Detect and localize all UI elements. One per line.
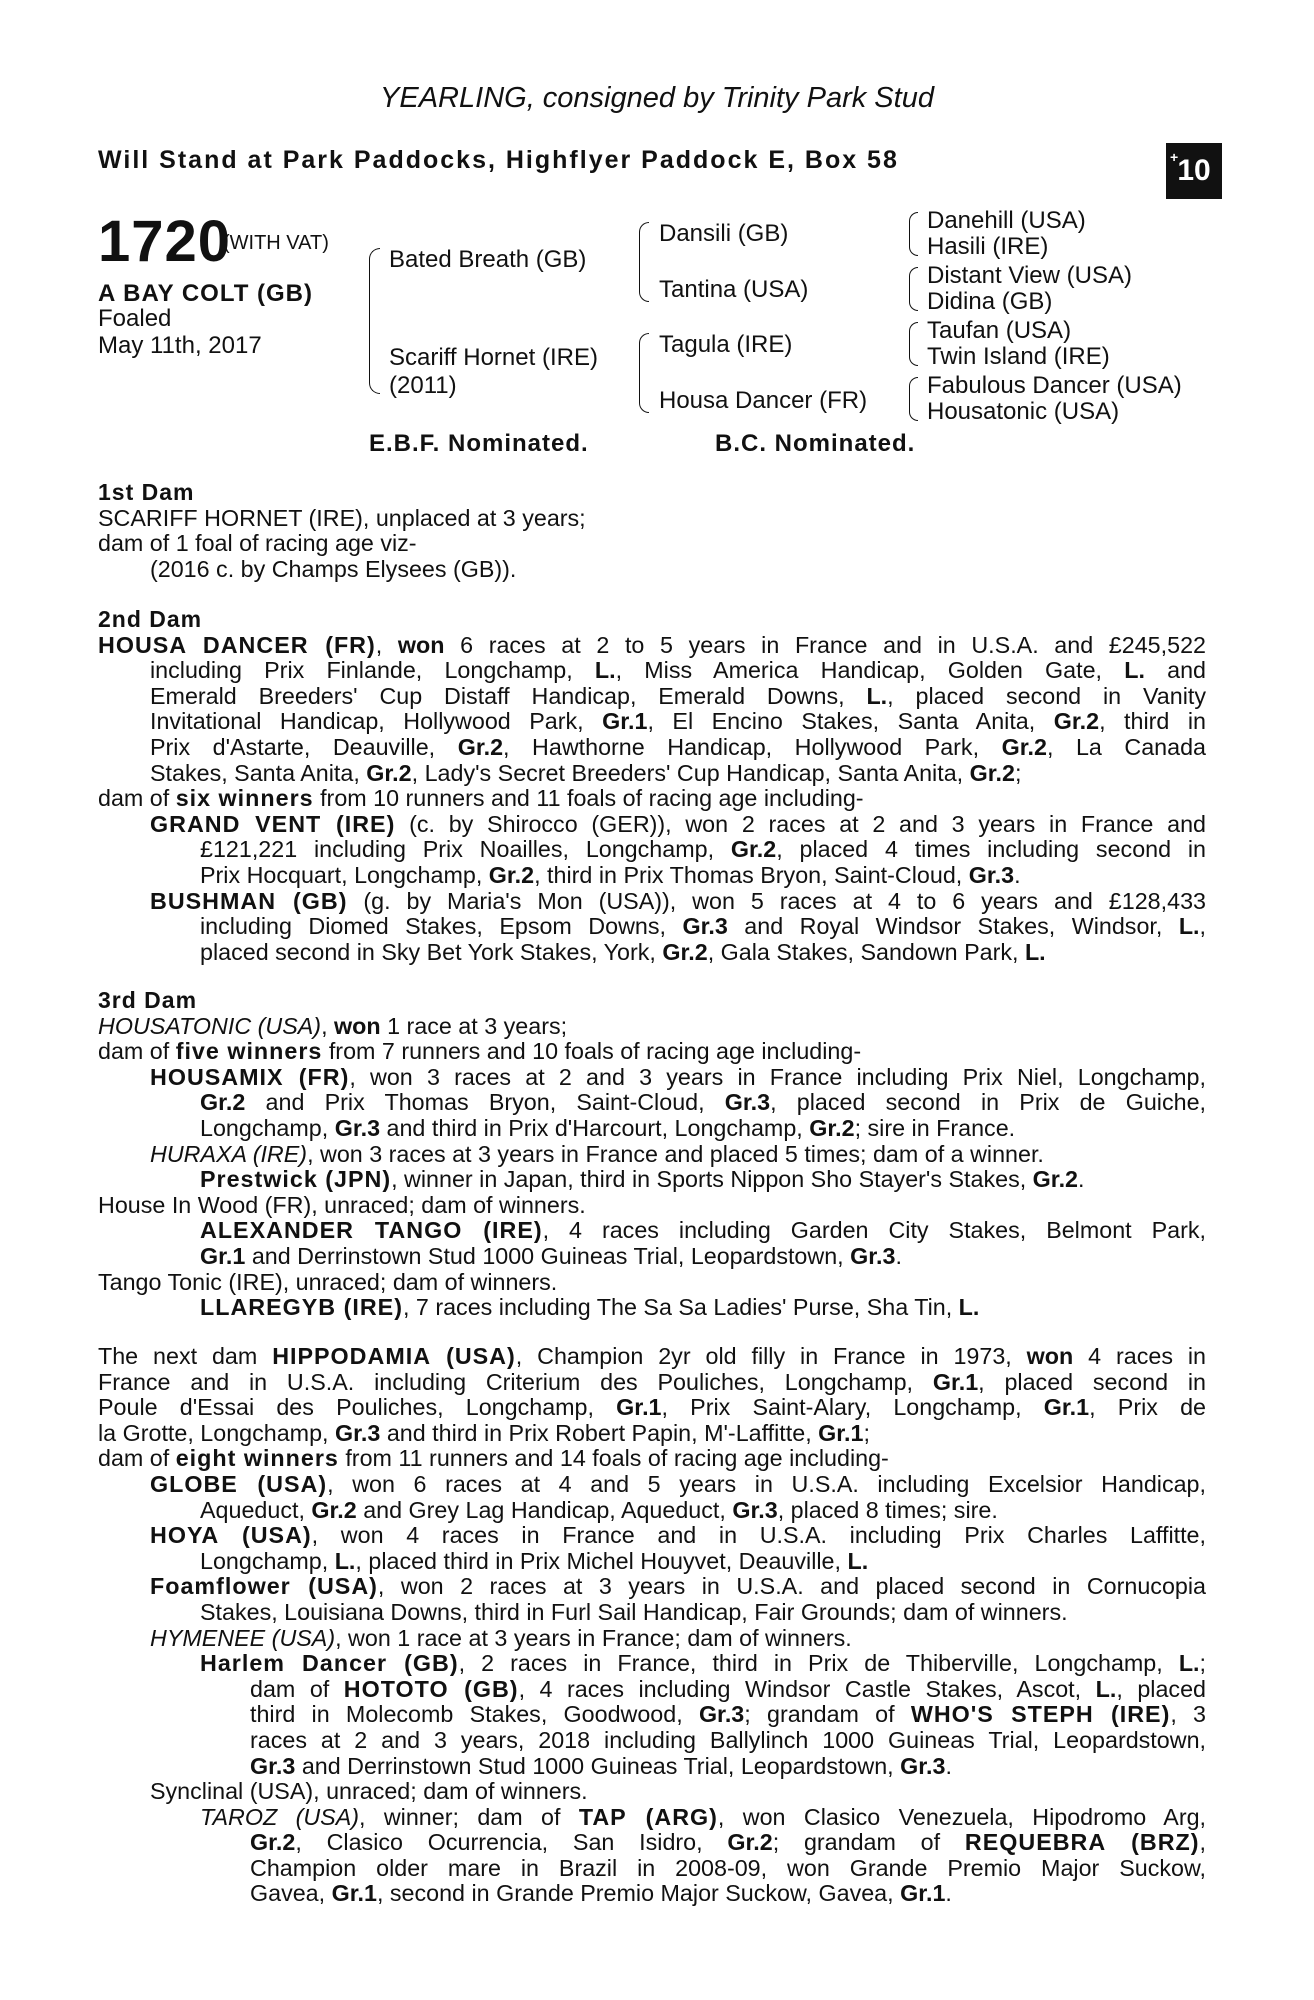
text-run: and Royal Windsor Stakes, Windsor, [727, 913, 1179, 940]
text-run: , placed 8 times; sire. [777, 1496, 998, 1523]
text-run: , won 2 races at 3 years in U.S.A. and placed second in Cornucopia [377, 1573, 1206, 1600]
text-run: ; [863, 1419, 870, 1446]
text-run: dam of [250, 1675, 344, 1702]
text-run: , won 3 races at 2 and 3 years in France including Prix Niel, Longchamp, [349, 1063, 1206, 1090]
pedigree-text-line [98, 1295, 1206, 1321]
text-run: ; [1199, 1650, 1207, 1677]
text-run: , Prix de [1089, 1394, 1207, 1421]
text-run: from 11 runners and 14 foals of racing age including- [338, 1445, 889, 1472]
pedigree-text-line [98, 1574, 1206, 1600]
horse-name: LLAREGYB (IRE) [200, 1294, 403, 1321]
stand-location: Will Stand at Park Paddocks, Highflyer Paddock E, Box 58 [98, 146, 899, 174]
pedigree-text-line [98, 1754, 1206, 1780]
emphasis: Gr.2 [200, 1089, 246, 1116]
emphasis: L. [1178, 913, 1200, 940]
emphasis: Gr.3 [334, 1114, 381, 1141]
next-dam-lines [98, 1344, 1206, 1907]
emphasis: L. [847, 1547, 869, 1574]
emphasis: Gr.2 [366, 759, 412, 786]
pedigree-text-line [98, 1344, 1206, 1370]
pedigree-text-line [98, 709, 1206, 735]
g-brace-3 [909, 322, 918, 366]
horse-name: Foamflower (USA) [150, 1573, 378, 1600]
text-run: France and in U.S.A. including Criterium des Pouliches, Longchamp, [98, 1368, 933, 1395]
text-run: Gavea, [250, 1880, 332, 1907]
foaled-date: May 11th, 2017 [98, 332, 262, 359]
text-run: . [895, 1242, 902, 1269]
text-run: 6 races at 2 to 5 years in France and in U.S.A. and £245,522 [444, 631, 1206, 658]
pedigree-text-line [98, 1626, 1206, 1652]
text-run: , La Canada [1046, 733, 1206, 760]
horse-name: ALEXANDER TANGO (IRE) [200, 1217, 543, 1244]
text-run: 1 race at 3 years; [380, 1012, 568, 1039]
text-run: Longchamp, [200, 1114, 335, 1141]
emphasis: L. [594, 657, 616, 684]
text-run: Synclinal (USA), unraced; dam of winners. [150, 1778, 588, 1805]
pedigree-text-line [98, 1116, 1206, 1142]
text-run: , El Encino Stakes, Santa Anita, [647, 708, 1054, 735]
emphasis: L. [1024, 938, 1046, 965]
text-run: and [1144, 657, 1206, 684]
third-dam-lines [98, 1014, 1206, 1321]
sire: Bated Breath (GB) [389, 246, 587, 273]
pedigree-text-line [98, 1446, 1206, 1472]
text-run: Prix d'Astarte, Deauville, [150, 733, 458, 760]
text-run: , Lady's Secret Breeders' Cup Handicap, Santa Anita, [411, 759, 970, 786]
dam-sire: Tagula (IRE) [659, 331, 793, 358]
text-run: , Gala Stakes, Sandown Park, [707, 938, 1025, 965]
emphasis: Gr.2 [730, 836, 777, 863]
third-dam-section [98, 988, 1206, 1321]
text-run: and Prix Thomas Bryon, Saint-Cloud, [245, 1089, 725, 1116]
pedigree-text-line [98, 1805, 1206, 1831]
emphasis: L. [866, 682, 888, 709]
text-run: The next dam [98, 1343, 273, 1369]
text-run: . [945, 1880, 952, 1907]
bc-nomination: B.C. Nominated. [715, 430, 916, 457]
foaled-info [98, 305, 262, 359]
text-run: , placed second in Vanity [887, 682, 1206, 709]
emphasis: Gr.3 [900, 1752, 946, 1779]
dam-year: (2011) [389, 372, 457, 399]
emphasis: won [334, 1012, 381, 1039]
pedigree-text-line [98, 684, 1206, 710]
pedigree-text-line [98, 1498, 1206, 1524]
pedigree-text-line [98, 1549, 1206, 1575]
grandsire-3: Taufan (USA) [927, 317, 1072, 344]
text-run: including Prix Finlande, Longchamp, [150, 657, 595, 684]
emphasis: Gr.1 [331, 1880, 377, 1907]
text-run: (g. by Maria's Mon (USA)), won 5 races at 4 to 6 years and £128,433 [347, 887, 1206, 914]
pedigree-text-line [98, 1702, 1206, 1728]
text-run: , third in [1099, 708, 1206, 735]
horse-name: HOUSA DANCER (FR) [98, 631, 376, 658]
text-run: from 7 runners and 10 foals of racing age including- [322, 1038, 862, 1065]
text-run: , Prix Saint-Alary, Longchamp, [661, 1394, 1044, 1421]
text-run: , 2 races in France, third in Prix de Thiberville, Longchamp, [458, 1650, 1179, 1677]
grandsire-2: Distant View (USA) [927, 262, 1132, 289]
granddam-4: Housatonic (USA) [927, 398, 1120, 425]
text-run: la Grotte, Longchamp, [98, 1419, 335, 1446]
text-run: . [1078, 1166, 1085, 1193]
pedigree-text-line [98, 1651, 1206, 1677]
emphasis: Gr.1 [200, 1242, 246, 1269]
pedigree-text-line [98, 761, 1206, 787]
lot-badge [1166, 143, 1222, 199]
horse-name: HOUSAMIX (FR) [150, 1063, 350, 1090]
emphasis: Gr.1 [900, 1880, 946, 1907]
pedigree-text-line [98, 1244, 1206, 1270]
granddam-2: Didina (GB) [927, 288, 1053, 315]
dam-name: HOUSATONIC (USA) [98, 1012, 322, 1039]
emphasis: L. [1095, 1675, 1117, 1702]
dam-dam: Housa Dancer (FR) [659, 387, 868, 414]
text-run: and Grey Lag Handicap, Aqueduct, [356, 1496, 733, 1523]
emphasis: Gr.2 [250, 1829, 296, 1856]
grandsire-4: Fabulous Dancer (USA) [927, 372, 1182, 399]
dam-name: HURAXA (IRE) [150, 1140, 308, 1167]
emphasis: Gr.3 [724, 1089, 771, 1116]
pedigree-text-line [98, 1728, 1206, 1754]
emphasis: won [1026, 1343, 1074, 1369]
emphasis: Gr.3 [968, 861, 1015, 888]
pedigree-text-line [98, 1142, 1206, 1168]
pedigree-text-line [98, 658, 1206, 684]
pedigree-text-line [98, 863, 1206, 889]
horse-name: six winners [175, 785, 314, 812]
first-dam-line: SCARIFF HORNET (IRE), unplaced at 3 years; [98, 504, 586, 531]
first-dam-line: (2016 c. by Champs Elysees (GB)). [150, 555, 517, 582]
emphasis: Gr.2 [809, 1114, 855, 1141]
emphasis: Gr.2 [969, 759, 1015, 786]
pedigree-text-line [98, 1065, 1206, 1091]
pedigree-text-line [98, 1167, 1206, 1193]
text-run: , Miss America Handicap, Golden Gate, [615, 657, 1125, 684]
horse-name: HOYA (USA) [150, 1522, 312, 1549]
emphasis: L. [1124, 657, 1145, 684]
text-run: , placed second in [978, 1368, 1206, 1395]
text-run: , placed second in Prix de Guiche, [770, 1089, 1206, 1116]
emphasis: Gr.1 [616, 1394, 662, 1421]
granddam-3: Twin Island (IRE) [927, 343, 1110, 370]
text-run: Aqueduct, [200, 1496, 312, 1523]
text-run: , 4 races including Garden City Stakes, Belmont Park, [542, 1217, 1206, 1244]
pedigree-text-line [98, 1014, 1206, 1040]
emphasis: Gr.3 [698, 1701, 745, 1728]
emphasis: Gr.1 [1043, 1394, 1090, 1421]
text-run: . [945, 1752, 952, 1779]
text-run: including Diomed Stakes, Epsom Downs, [200, 913, 683, 940]
pedigree-text-line [98, 735, 1206, 761]
text-run: and third in Prix Robert Papin, M'-Laffitte, [380, 1419, 819, 1446]
text-run: dam of [98, 785, 176, 812]
text-run: , won Clasico Venezuela, Hipodromo Arg, [717, 1803, 1207, 1830]
consignor-line: YEARLING, consigned by Trinity Park Stud [380, 82, 934, 114]
pedigree-text-line [98, 812, 1206, 838]
emphasis: L. [958, 1294, 980, 1321]
text-run: , won 3 races at 3 years in France and placed 5 times; dam of a winner. [307, 1140, 1044, 1167]
text-run: , [375, 631, 398, 658]
text-run: , placed third in Prix Michel Houyvet, Deauville, [355, 1547, 848, 1574]
sire-dam: Tantina (USA) [659, 276, 809, 303]
horse-name: eight winners [175, 1445, 339, 1472]
horse-name: WHO'S STEPH (IRE) [910, 1701, 1171, 1728]
text-run: and Derrinstown Stud 1000 Guineas Trial, Leopardstown, [295, 1752, 901, 1779]
text-run: Champion older mare in Brazil in 2008-09, won Grande Premio Major Suckow, [250, 1854, 1206, 1881]
text-run: Poule d'Essai des Pouliches, Longchamp, [98, 1394, 617, 1421]
dam-name: HYMENEE (USA) [150, 1624, 336, 1651]
text-run: dam of [98, 1445, 176, 1472]
emphasis: Gr.2 [1001, 733, 1047, 760]
sire-dam-brace [369, 248, 380, 394]
text-run: , placed [1116, 1675, 1206, 1702]
text-run: , 3 [1170, 1701, 1206, 1728]
sire-parents-brace [639, 222, 649, 302]
text-run: House In Wood (FR), unraced; dam of winners. [98, 1191, 586, 1218]
pedigree-text-line [98, 837, 1206, 863]
text-run: ; sire in France. [854, 1114, 1016, 1141]
pedigree-text-line [98, 1830, 1206, 1856]
text-run: placed second in Sky Bet York Stakes, York, [200, 938, 663, 965]
text-run: ; [1014, 759, 1022, 786]
first-dam-heading: 1st Dam [98, 479, 195, 505]
badge-number: 10 [1177, 154, 1211, 187]
pedigree-text-line [98, 1090, 1206, 1116]
pedigree-text-line [98, 1370, 1206, 1396]
pedigree-text-line [98, 914, 1206, 940]
dam-parents-brace [639, 333, 649, 413]
emphasis: Gr.3 [335, 1419, 381, 1446]
text-run: Stakes, Louisiana Downs, third in Furl Sail Handicap, Fair Grounds; dam of winners. [200, 1598, 1068, 1625]
pedigree-text-line [98, 940, 1206, 966]
vat-note: (WITH VAT) [223, 232, 329, 254]
grandsire-1: Danehill (USA) [927, 207, 1086, 234]
text-run: Longchamp, [200, 1547, 335, 1574]
emphasis: Gr.1 [602, 708, 648, 735]
text-run: , 4 races including Windsor Castle Stakes, Ascot, [518, 1675, 1096, 1702]
dam: Scariff Hornet (IRE) [389, 344, 598, 371]
emphasis: L. [1178, 1650, 1200, 1677]
pedigree-text-line [98, 1395, 1206, 1421]
pedigree-text-line [98, 1270, 1206, 1296]
g-brace-1 [909, 212, 918, 256]
text-run: , [1199, 913, 1207, 940]
emphasis: Gr.1 [818, 1419, 864, 1446]
text-run: Prix Hocquart, Longchamp, [200, 861, 489, 888]
text-run: ; grandam of [772, 1829, 965, 1856]
emphasis: Gr.3 [682, 913, 728, 940]
text-run: . [1014, 861, 1021, 888]
third-dam-heading: 3rd Dam [98, 987, 198, 1013]
text-run: , 7 races including The Sa Sa Ladies' Purse, Sha Tin, [402, 1294, 959, 1321]
horse-name: Harlem Dancer (GB) [200, 1650, 459, 1677]
text-run: , won 4 races in France and in U.S.A. including Prix Charles Laffitte, [311, 1522, 1206, 1549]
horse-name: HOTOTO (GB) [343, 1675, 519, 1702]
emphasis: Gr.3 [250, 1752, 296, 1779]
text-run: and Derrinstown Stud 1000 Guineas Trial, Leopardstown, [245, 1242, 851, 1269]
emphasis: L. [334, 1547, 356, 1574]
text-run: third in Molecomb Stakes, Goodwood, [250, 1701, 699, 1728]
text-run: , won 6 races at 4 and 5 years in U.S.A. including Excelsior Handicap, [327, 1470, 1206, 1497]
text-run: , [1199, 1829, 1206, 1856]
horse-name: HIPPODAMIA (USA) [272, 1343, 516, 1369]
text-run: , won 1 race at 3 years in France; dam of winners. [335, 1624, 852, 1651]
pedigree-text-line [98, 1193, 1206, 1219]
second-dam-lines [98, 633, 1206, 966]
text-run: , winner; dam of [359, 1803, 579, 1830]
pedigree-text-line [98, 1881, 1206, 1907]
text-run: , second in Grande Premio Major Suckow, Gavea, [376, 1880, 901, 1907]
pedigree-text-line [98, 786, 1206, 812]
pedigree-text-line [98, 1421, 1206, 1447]
text-run: £121,221 including Prix Noailles, Longchamp, [200, 836, 731, 863]
text-run: Invitational Handicap, Hollywood Park, [150, 708, 603, 735]
text-run: , Hawthorne Handicap, Hollywood Park, [503, 733, 1002, 760]
text-run: (c. by Shirocco (GER)), won 2 races at 2 and 3 years in France and [395, 810, 1206, 837]
sire-sire: Dansili (GB) [659, 220, 789, 247]
text-run: , [321, 1012, 335, 1039]
emphasis: Gr.2 [1053, 708, 1100, 735]
pedigree-text-line [98, 1779, 1206, 1805]
text-run: and third in Prix d'Harcourt, Longchamp, [380, 1114, 810, 1141]
emphasis: Gr.3 [850, 1242, 896, 1269]
second-dam-heading: 2nd Dam [98, 606, 203, 632]
emphasis: Gr.2 [311, 1496, 357, 1523]
text-run: dam of [98, 1038, 176, 1065]
pedigree-text-line [98, 1600, 1206, 1626]
emphasis: won [397, 631, 445, 658]
g-brace-2 [909, 267, 918, 311]
horse-description: A BAY COLT (GB) [98, 280, 314, 307]
text-run: , Champion 2yr old filly in France in 1973, [515, 1343, 1027, 1369]
text-run: , Clasico Ocurrencia, San Isidro, [295, 1829, 728, 1856]
pedigree-text-line [98, 1677, 1206, 1703]
horse-name: REQUEBRA (BRZ) [964, 1829, 1200, 1856]
emphasis: Gr.2 [1032, 1166, 1079, 1193]
emphasis: Gr.3 [732, 1496, 778, 1523]
dam-name: TAROZ (USA) [200, 1803, 360, 1830]
first-dam-section [98, 480, 1206, 582]
pedigree-text-line [98, 633, 1206, 659]
text-run: ; grandam of [744, 1701, 911, 1728]
text-run: Stakes, Santa Anita, [150, 759, 367, 786]
text-run: , placed 4 times including second in [776, 836, 1206, 863]
first-dam-line: dam of 1 foal of racing age viz- [98, 530, 417, 557]
text-run: Tango Tonic (IRE), unraced; dam of winners. [98, 1268, 558, 1295]
granddam-1: Hasili (IRE) [927, 233, 1049, 260]
horse-name: BUSHMAN (GB) [150, 887, 348, 914]
emphasis: Gr.2 [662, 938, 708, 965]
pedigree-text-line [98, 1039, 1206, 1065]
next-dam-section [98, 1344, 1206, 1907]
horse-name: GLOBE (USA) [150, 1470, 328, 1497]
emphasis: Gr.1 [932, 1368, 979, 1395]
lot-number: 1720 [98, 209, 232, 274]
pedigree-text-line [98, 889, 1206, 915]
text-run: 4 races in [1073, 1343, 1207, 1369]
text-run: races at 2 and 3 years, 2018 including Ballylinch 1000 Guineas Trial, Leopardstown, [250, 1726, 1206, 1753]
horse-name: Prestwick (JPN) [200, 1166, 392, 1193]
emphasis: Gr.2 [727, 1829, 773, 1856]
pedigree-text-line [98, 1523, 1206, 1549]
emphasis: Gr.2 [488, 861, 535, 888]
second-dam-section [98, 607, 1206, 965]
text-run: , winner in Japan, third in Sports Nippon Sho Stayer's Stakes, [391, 1166, 1033, 1193]
horse-name: TAP (ARG) [578, 1803, 718, 1830]
pedigree-text-line [98, 1218, 1206, 1244]
text-run: Emerald Breeders' Cup Distaff Handicap, Emerald Downs, [150, 682, 867, 709]
foaled-label: Foaled [98, 305, 172, 332]
g-brace-4 [909, 377, 918, 421]
badge-plus: + [1170, 149, 1179, 165]
text-run: , third in Prix Thomas Bryon, Saint-Cloud, [534, 861, 969, 888]
emphasis: Gr.2 [457, 733, 504, 760]
pedigree-text-line [98, 1472, 1206, 1498]
ebf-nomination: E.B.F. Nominated. [369, 430, 589, 457]
text-run: from 10 runners and 11 foals of racing age including- [313, 785, 864, 812]
pedigree-text-line [98, 1856, 1206, 1882]
horse-name: five winners [175, 1038, 323, 1065]
horse-name: GRAND VENT (IRE) [150, 810, 396, 837]
